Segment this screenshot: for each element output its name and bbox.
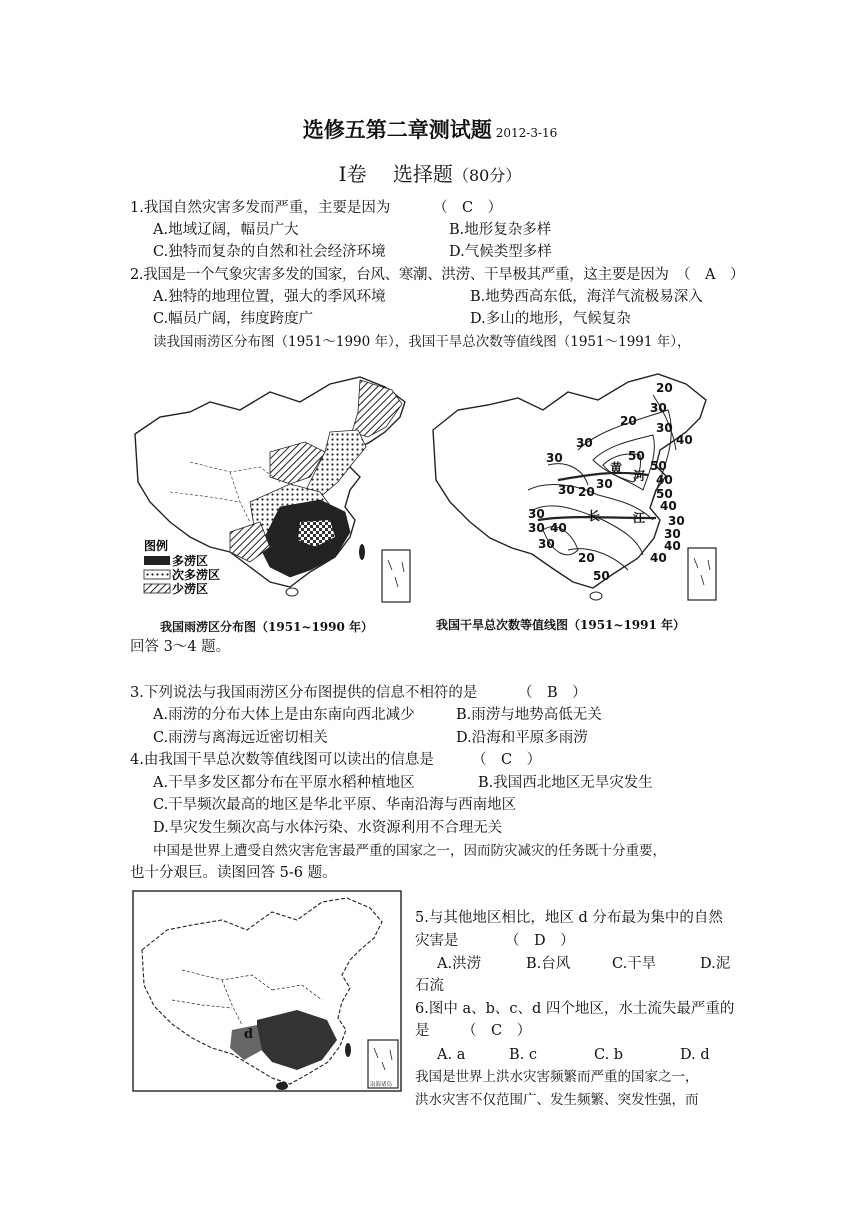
section-score: （80分） xyxy=(452,166,522,185)
legend-label-secondary: 次多涝区 xyxy=(172,568,221,582)
q1-option-b: B.地形复杂多样 xyxy=(449,222,552,238)
q4-option-c: C.干旱频次最高的地区是华北平原、华南沿海与西南地区 xyxy=(153,797,517,813)
isoline-label: 30 xyxy=(596,477,613,491)
legend-title: 图例 xyxy=(144,539,169,553)
q5-option-c: C.干旱 xyxy=(612,956,657,972)
isoline-label: 20 xyxy=(578,551,595,565)
south-china-sea-inset-2 xyxy=(688,548,716,600)
q6-option-a: A. a xyxy=(437,1047,466,1063)
isoline-label: 30 xyxy=(546,451,563,465)
legend-label-major: 多涝区 xyxy=(172,554,209,568)
isoline-label: 30 xyxy=(558,483,575,497)
isoline-label: 20 xyxy=(620,414,637,428)
northeast-region xyxy=(352,380,402,437)
q1-stem xyxy=(130,197,390,219)
isoline-label: 40 xyxy=(660,499,677,513)
q3-answer: （ B ） xyxy=(518,685,587,701)
q5-stem-line1: 5.与其他地区相比，地区 d 分布最为集中的自然 xyxy=(415,910,723,926)
isoline-label: 50 xyxy=(628,449,645,463)
legend-label-minor: 少涝区 xyxy=(172,582,209,596)
q3-option-d: D.沿海和平原多雨涝 xyxy=(456,730,588,746)
river-label: 江 xyxy=(633,511,646,525)
isoline-label: 40 xyxy=(550,521,567,535)
q3-stem: 3.下列说法与我国雨涝区分布图提供的信息不相符的是 xyxy=(130,685,478,701)
south-china-sea-inset xyxy=(382,550,410,602)
q5-answer: （ D ） xyxy=(505,933,575,949)
river-label: 长 xyxy=(588,509,601,523)
q4-option-d: D.旱灾发生频次高与水体污染、水资源利用不合理无关 xyxy=(153,820,503,836)
q5-option-a: A.洪涝 xyxy=(437,956,482,972)
q4-stem: 4.由我国干旱总次数等值线图可以读出的信息是 xyxy=(130,752,434,768)
q6-option-c: C. b xyxy=(594,1047,624,1063)
q3-option-c: C.雨涝与离海远近密切相关 xyxy=(153,730,328,746)
q5-stem-line2: 灾害是 xyxy=(415,933,459,949)
section-title-text: Ⅰ卷 选择题 xyxy=(338,162,453,186)
river-label: 黄 xyxy=(610,461,623,475)
intro-3-4: 读我国雨涝区分布图（1951～1990 年），我国干旱总次数等值线图（1951～1991 年）， xyxy=(153,334,691,350)
q6-option-d: D. d xyxy=(680,1047,710,1063)
isoline-label: 40 xyxy=(676,433,693,447)
q2-option-a: A.独特的地理位置，强大的季风环境 xyxy=(153,289,386,305)
q2-stem: 2.我国是一个气象灾害多发的国家，台风、寒潮、洪涝、干旱极其严重，这主要是因为 xyxy=(130,267,669,283)
q6-stem-line1: 6.图中 a、b、c、d 四个地区，水土流失最严重的 xyxy=(415,1001,735,1017)
q2-option-d: D.多山的地形，气候复杂 xyxy=(470,311,631,327)
legend-swatch-major xyxy=(144,556,170,565)
q6-answer: （ C ） xyxy=(462,1023,532,1039)
map1-caption: 我国雨涝区分布图（1951~1990 年） xyxy=(160,620,374,634)
title-text: 选修五第二章测试题 xyxy=(302,117,492,142)
legend-swatch-secondary xyxy=(144,570,170,579)
legend-swatch-minor xyxy=(144,584,170,593)
isoline-label: 40 xyxy=(656,473,673,487)
q4-option-b: B.我国西北地区无旱灾发生 xyxy=(478,775,653,791)
disaster-region-map xyxy=(132,890,402,1092)
river-label: 河 xyxy=(633,469,646,483)
isoline-label: 30 xyxy=(528,507,545,521)
drought-isoline-map xyxy=(428,370,728,610)
q3-option-b: B.雨涝与地势高低无关 xyxy=(456,707,602,723)
q1-answer: （ C ） xyxy=(433,200,503,216)
q5-option-b: B.台风 xyxy=(526,956,571,972)
isoline-label: 50 xyxy=(656,487,673,501)
isoline-label: 40 xyxy=(650,551,667,565)
q4-answer: （ C ） xyxy=(472,752,542,768)
map2-caption: 我国干旱总次数等值线图（1951~1991 年） xyxy=(436,618,686,632)
isoline-label: 50 xyxy=(650,459,667,473)
q5-option-d: D.泥 xyxy=(700,956,731,972)
q1-option-d: D.气候类型多样 xyxy=(449,244,552,260)
isoline-label: 30 xyxy=(576,436,593,450)
section-title xyxy=(0,158,860,187)
isoline-label: 30 xyxy=(528,521,545,535)
q6-option-b: B. c xyxy=(509,1047,537,1063)
isoline-label: 30 xyxy=(656,421,673,435)
isoline-label: 20 xyxy=(578,485,595,499)
q5-option-d-cont: 石流 xyxy=(415,978,444,994)
q6-stem-line2: 是 xyxy=(415,1023,430,1039)
rainflood-map xyxy=(130,372,420,612)
intro-5-6-line1: 中国是世界上遭受自然灾害危害最严重的国家之一，因而防灾减灾的任务既十分重要， xyxy=(153,843,666,859)
isoline-label: 30 xyxy=(538,537,555,551)
q1-stem-text: 1.我国自然灾害多发而严重，主要是因为 xyxy=(130,200,391,216)
q2-option-c: C.幅员广阔，纬度跨度广 xyxy=(153,311,314,327)
tail-line2: 洪水灾害不仅范围广、发生频繁、突发性强，而 xyxy=(415,1092,699,1108)
isoline-label: 50 xyxy=(593,569,610,583)
isoline-label: 20 xyxy=(656,381,673,395)
title-date: 2012-3-16 xyxy=(495,126,558,140)
q1-option-c: C.独特而复杂的自然和社会经济环境 xyxy=(153,244,386,260)
isoline-label: 30 xyxy=(668,514,685,528)
isoline-label: 30 xyxy=(664,527,681,541)
isoline-label: 30 xyxy=(650,401,667,415)
q2-answer: （ A ） xyxy=(676,267,745,283)
inset-label: 南海诸岛 xyxy=(370,1082,393,1088)
page-title xyxy=(0,114,860,144)
q3-option-a: A.雨涝的分布大体上是由东南向西北减少 xyxy=(153,707,415,723)
intro-5-6-line2: 也十分艰巨。读图回答 5-6 题。 xyxy=(130,865,337,881)
isoline-label: 40 xyxy=(664,539,681,553)
q4-option-a: A.干旱多发区都分布在平原水稻种植地区 xyxy=(153,775,415,791)
q2-option-b: B.地势西高东低，海洋气流极易深入 xyxy=(470,289,703,305)
q1-option-a: A.地域辽阔，幅员广大 xyxy=(153,222,299,238)
region-d-label: d xyxy=(244,1027,254,1042)
tail-line1: 我国是世界上洪水灾害频繁而严重的国家之一， xyxy=(415,1069,699,1085)
answer-3-4-prompt: 回答 3～4 题。 xyxy=(130,639,231,655)
